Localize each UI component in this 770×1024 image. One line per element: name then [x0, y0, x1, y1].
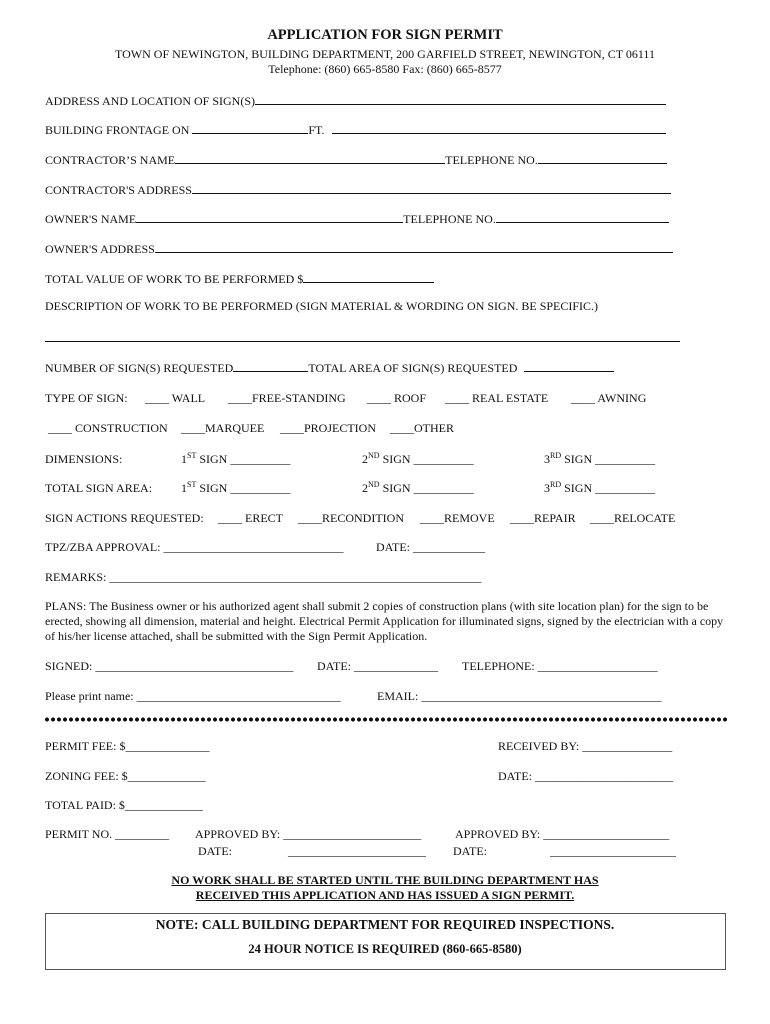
description-field[interactable] — [45, 340, 680, 342]
contractor-name-field[interactable] — [175, 151, 445, 164]
area-2nd-sign[interactable]: 2ND SIGN __________ — [362, 480, 474, 495]
approval-date-2-label: DATE: — [453, 844, 487, 858]
action-erect[interactable]: ____ ERECT — [218, 511, 283, 525]
action-repair[interactable]: ____REPAIR — [510, 511, 576, 525]
owner-address-row — [45, 240, 673, 257]
sign-actions-label: SIGN ACTIONS REQUESTED: — [45, 511, 204, 525]
owner-name-label: OWNER'S NAME — [45, 212, 137, 226]
owner-address-label: OWNER'S ADDRESS — [45, 242, 155, 256]
department-phone: Telephone: (860) 665-8580 Fax: (860) 665-8577 — [268, 62, 502, 76]
applicant-telephone-field[interactable]: TELEPHONE: ____________________ — [462, 659, 658, 673]
permit-no-field[interactable]: PERMIT NO. _________ — [45, 827, 170, 841]
signed-date-field[interactable]: DATE: ______________ — [317, 659, 438, 673]
total-paid-field[interactable]: TOTAL PAID: $_____________ — [45, 798, 203, 812]
sign-type-free-standing[interactable]: ____FREE-STANDING — [228, 391, 346, 405]
plans-paragraph: PLANS: The Business owner or his authorized agent shall submit 2 copies of construction plans (with site location plan) for the sign to be erected, showing all dimension, material and height. Electrical Permit Application for illuminated signs, signed by the electrician with a copy of his/her license attached, shall be submitted with the Sign Permit Application. — [45, 599, 724, 643]
contractor-address-label: CONTRACTOR'S ADDRESS — [45, 183, 192, 197]
action-recondition[interactable]: ____RECONDITION — [298, 511, 404, 525]
office-date-field[interactable]: DATE: _______________________ — [498, 769, 673, 783]
contractor-address-row — [45, 181, 671, 198]
number-of-signs-label: NUMBER OF SIGN(S) REQUESTED — [45, 361, 234, 375]
contractor-name-label: CONTRACTOR’S NAME — [45, 153, 176, 167]
form-title: APPLICATION FOR SIGN PERMIT — [267, 27, 503, 43]
building-frontage-extra-field[interactable] — [332, 121, 666, 134]
description-label: DESCRIPTION OF WORK TO BE PERFORMED (SIGN MATERIAL & WORDING ON SIGN. BE SPECIFIC.) — [45, 299, 599, 313]
approval-date-1-label: DATE: — [198, 844, 232, 858]
total-area-label: TOTAL AREA OF SIGN(S) REQUESTED — [308, 361, 518, 375]
approval-date-1-field[interactable]: _______________________ — [288, 844, 426, 858]
area-3rd-sign[interactable]: 3RD SIGN __________ — [544, 480, 656, 495]
sign-type-projection[interactable]: ____PROJECTION — [280, 421, 377, 435]
contractor-telephone-field[interactable] — [538, 151, 667, 164]
ft-label: FT. — [308, 123, 325, 137]
sign-type-marquee[interactable]: ____MARQUEE — [181, 421, 265, 435]
sign-type-construction[interactable]: ____ CONSTRUCTION — [48, 421, 168, 435]
contractor-address-field[interactable] — [192, 181, 671, 194]
dotted-separator — [44, 717, 728, 722]
contractor-telephone-label: TELEPHONE NO. — [445, 153, 538, 167]
sign-type-real-estate[interactable]: ____ REAL ESTATE — [445, 391, 549, 405]
tpz-zba-approval-field[interactable]: TPZ/ZBA APPROVAL: ______________________________ — [45, 540, 344, 554]
sign-count-row — [45, 359, 614, 376]
address-location-field[interactable] — [255, 92, 666, 105]
total-value-row — [45, 270, 434, 287]
building-frontage-row — [45, 121, 666, 138]
number-of-signs-field[interactable] — [233, 359, 308, 372]
total-value-field[interactable] — [303, 270, 434, 283]
approval-date-2-field[interactable]: _____________________ — [550, 844, 676, 858]
action-remove[interactable]: ____REMOVE — [420, 511, 495, 525]
sign-type-label: TYPE OF SIGN: — [45, 391, 128, 405]
building-frontage-field[interactable] — [192, 121, 308, 134]
total-value-label: TOTAL VALUE OF WORK TO BE PERFORMED $ — [45, 272, 304, 286]
approved-by-2-field[interactable]: APPROVED BY: _____________________ — [455, 827, 670, 841]
owner-address-field[interactable] — [155, 240, 673, 253]
dimension-3rd-sign[interactable]: 3RD SIGN __________ — [544, 451, 656, 466]
owner-telephone-label: TELEPHONE NO. — [403, 212, 496, 226]
total-sign-area-label: TOTAL SIGN AREA: — [45, 481, 153, 495]
email-field[interactable]: EMAIL: ________________________________________ — [377, 689, 662, 703]
owner-telephone-field[interactable] — [496, 210, 669, 223]
total-area-field[interactable] — [524, 359, 614, 372]
sign-type-awning[interactable]: ____ AWNING — [571, 391, 647, 405]
owner-name-field[interactable] — [136, 210, 403, 223]
area-1st-sign[interactable]: 1ST SIGN __________ — [181, 480, 291, 495]
warning-line-1: NO WORK SHALL BE STARTED UNTIL THE BUILDING DEPARTMENT HAS — [171, 873, 599, 887]
owner-name-row — [45, 210, 669, 227]
permit-fee-field[interactable]: PERMIT FEE: $______________ — [45, 739, 210, 753]
received-by-field[interactable]: RECEIVED BY: _______________ — [498, 739, 673, 753]
remarks-field[interactable]: REMARKS: ______________________________________________________________ — [45, 570, 482, 584]
inspection-note-line-1: NOTE: CALL BUILDING DEPARTMENT FOR REQUIRED INSPECTIONS. — [155, 917, 615, 932]
print-name-field[interactable]: Please print name: __________________________________ — [45, 689, 341, 703]
approved-by-1-field[interactable]: APPROVED BY: _______________________ — [195, 827, 422, 841]
inspection-note-line-2: 24 HOUR NOTICE IS REQUIRED (860-665-8580) — [248, 942, 522, 956]
dimension-1st-sign[interactable]: 1ST SIGN __________ — [181, 451, 291, 466]
dimensions-label: DIMENSIONS: — [45, 452, 123, 466]
sign-type-roof[interactable]: ____ ROOF — [367, 391, 427, 405]
address-location-row — [45, 92, 666, 109]
signed-field[interactable]: SIGNED: _________________________________ — [45, 659, 294, 673]
building-frontage-label: BUILDING FRONTAGE ON — [45, 123, 190, 137]
address-location-label: ADDRESS AND LOCATION OF SIGN(S) — [45, 94, 256, 108]
zoning-fee-field[interactable]: ZONING FEE: $_____________ — [45, 769, 206, 783]
action-relocate[interactable]: ____RELOCATE — [590, 511, 676, 525]
sign-type-other[interactable]: ____OTHER — [390, 421, 454, 435]
contractor-name-row — [45, 151, 667, 168]
tpz-zba-date-field[interactable]: DATE: ____________ — [376, 540, 485, 554]
sign-type-wall[interactable]: ____ WALL — [145, 391, 206, 405]
department-address: TOWN OF NEWINGTON, BUILDING DEPARTMENT, 200 GARFIELD STREET, NEWINGTON, CT 06111 — [115, 47, 655, 61]
warning-line-2: RECEIVED THIS APPLICATION AND HAS ISSUED A SIGN PERMIT. — [195, 888, 575, 902]
dimension-2nd-sign[interactable]: 2ND SIGN __________ — [362, 451, 474, 466]
